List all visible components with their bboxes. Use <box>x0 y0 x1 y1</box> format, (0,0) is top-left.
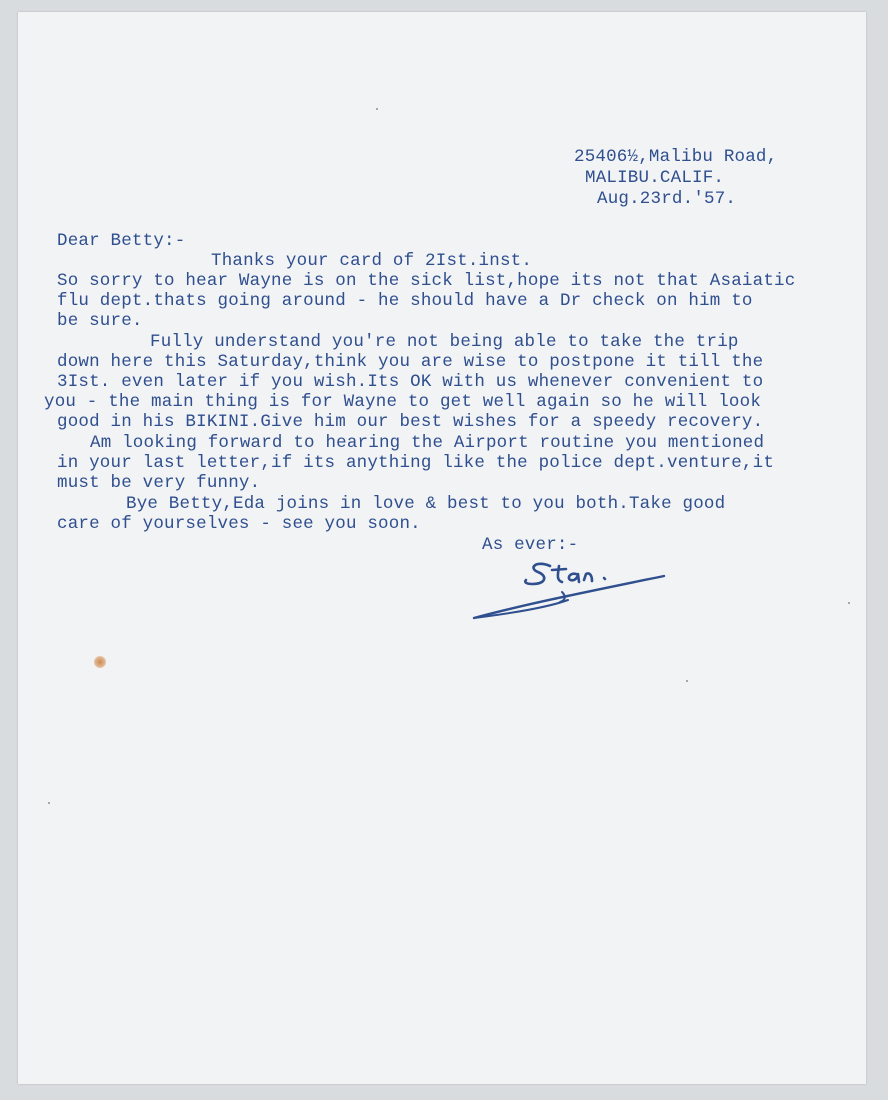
body-line: So sorry to hear Wayne is on the sick list,hope its not that Asaiatic <box>57 271 796 291</box>
body-line: Thanks your card of 2Ist.inst. <box>211 251 533 271</box>
body-line: 3Ist. even later if you wish.Its OK with us whenever convenient to <box>57 372 764 392</box>
body-line: flu dept.thats going around - he should have a Dr check on him to <box>57 291 753 311</box>
paper-speck <box>686 680 688 682</box>
body-line: care of yourselves - see you soon. <box>57 514 421 534</box>
salutation: Dear Betty:- <box>57 231 186 251</box>
body-line: must be very funny. <box>57 473 261 493</box>
handwritten-signature <box>466 556 676 626</box>
body-line: you - the main thing is for Wayne to get well again so he will look <box>44 392 762 412</box>
body-line: Fully understand you're not being able to take the trip <box>150 332 739 352</box>
paper-stain <box>94 656 106 668</box>
address-line-2: MALIBU.CALIF. <box>585 168 725 188</box>
paper-speck <box>48 802 50 804</box>
body-line: in your last letter,if its anything like the police dept.venture,it <box>57 453 775 473</box>
body-line: Am looking forward to hearing the Airport routine you mentioned <box>90 433 765 453</box>
date-line: Aug.23rd.'57. <box>597 189 737 209</box>
address-line-1: 25406½,Malibu Road, <box>574 147 778 167</box>
letter-page <box>18 12 866 1084</box>
body-line: down here this Saturday,think you are wise to postpone it till the <box>57 352 764 372</box>
paper-speck <box>376 108 378 110</box>
body-line: Bye Betty,Eda joins in love & best to you both.Take good <box>126 494 726 514</box>
body-line: be sure. <box>57 311 143 331</box>
paper-speck <box>848 602 850 604</box>
body-line: good in his BIKINI.Give him our best wishes for a speedy recovery. <box>57 412 764 432</box>
closing: As ever:- <box>482 535 579 555</box>
